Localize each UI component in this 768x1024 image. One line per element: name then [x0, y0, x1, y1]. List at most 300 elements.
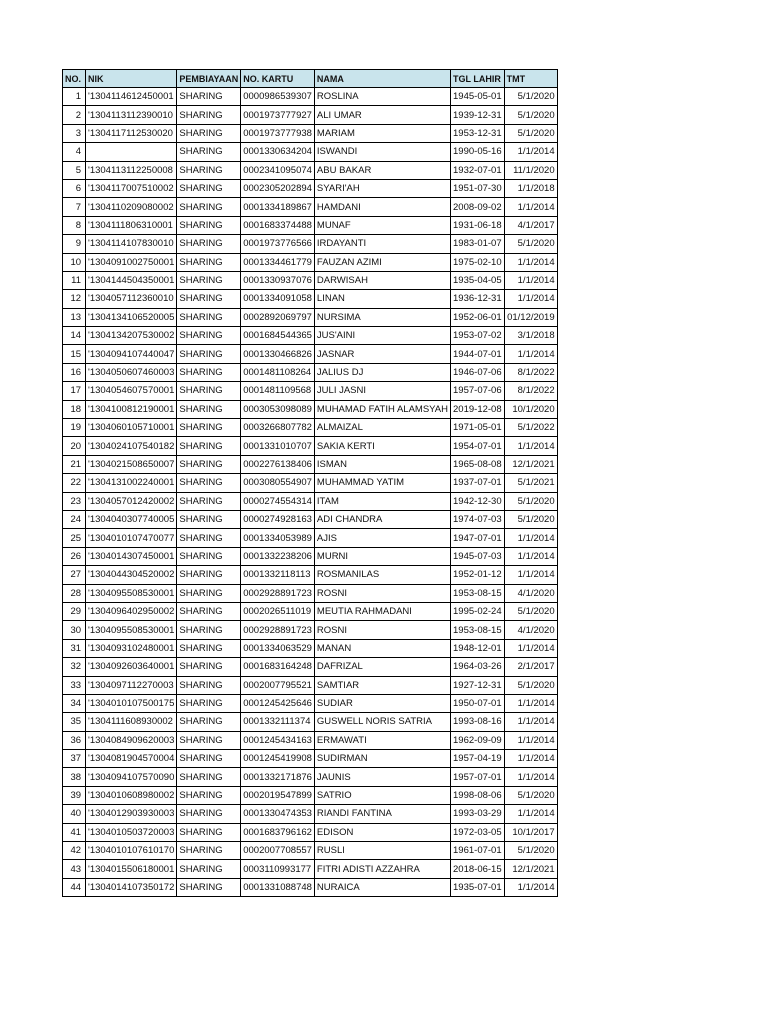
cell-tmt: 1/1/2014: [504, 253, 557, 271]
cell-nik: '1304015506180001: [86, 860, 177, 878]
cell-no-kartu: 0001683164248: [241, 658, 315, 676]
cell-nama: NURAICA: [314, 878, 450, 896]
cell-no: 15: [63, 345, 86, 363]
cell-no: 11: [63, 271, 86, 289]
cell-no-kartu: 0001330474353: [241, 805, 315, 823]
table-row: [63, 198, 558, 216]
cell-tgl-lahir: 1932-07-01: [451, 161, 505, 179]
table-row: [63, 124, 558, 142]
cell-nik: '1304114612450001: [86, 88, 177, 106]
cell-no: 33: [63, 676, 86, 694]
cell-no-kartu: 0002305202894: [241, 179, 315, 197]
header-nik: NIK: [86, 70, 177, 88]
cell-nama: JULI JASNI: [314, 382, 450, 400]
cell-pembiayaan: SHARING: [177, 713, 241, 731]
cell-no-kartu: 0002007708557: [241, 842, 315, 860]
cell-no: 24: [63, 510, 86, 528]
table-row: [63, 621, 558, 639]
cell-nik: '1304057112360010: [86, 290, 177, 308]
cell-nik: '1304117007510002: [86, 179, 177, 197]
cell-no: 28: [63, 584, 86, 602]
cell-tmt: 10/1/2017: [504, 823, 557, 841]
cell-tgl-lahir: 1935-04-05: [451, 271, 505, 289]
cell-no-kartu: 0003110993177: [241, 860, 315, 878]
cell-tmt: 5/1/2020: [504, 510, 557, 528]
cell-pembiayaan: SHARING: [177, 602, 241, 620]
table-row: [63, 143, 558, 161]
table-row: [63, 694, 558, 712]
cell-tmt: 4/1/2020: [504, 584, 557, 602]
cell-tgl-lahir: 1939-12-31: [451, 106, 505, 124]
cell-tgl-lahir: 1950-07-01: [451, 694, 505, 712]
table-row: [63, 474, 558, 492]
cell-nik: '1304110209080002: [86, 198, 177, 216]
cell-tmt: 5/1/2020: [504, 88, 557, 106]
cell-nik: '1304096402950002: [86, 602, 177, 620]
cell-no: 17: [63, 382, 86, 400]
cell-nik: '1304012903930003: [86, 805, 177, 823]
cell-tgl-lahir: 1957-07-06: [451, 382, 505, 400]
cell-tmt: 5/1/2020: [504, 124, 557, 142]
cell-no-kartu: 0001331010707: [241, 437, 315, 455]
table-row: [63, 878, 558, 896]
cell-tmt: 5/1/2020: [504, 602, 557, 620]
cell-pembiayaan: SHARING: [177, 842, 241, 860]
cell-nik: '1304010107610170: [86, 842, 177, 860]
cell-no-kartu: 0001973777927: [241, 106, 315, 124]
cell-tgl-lahir: 1983-01-07: [451, 235, 505, 253]
cell-no: 34: [63, 694, 86, 712]
cell-no-kartu: 0001245419908: [241, 750, 315, 768]
cell-nama: ROSNI: [314, 584, 450, 602]
cell-no: 13: [63, 308, 86, 326]
cell-no-kartu: 0001973777938: [241, 124, 315, 142]
header-row: [63, 70, 558, 88]
cell-no: 42: [63, 842, 86, 860]
cell-no-kartu: 0001334063529: [241, 639, 315, 657]
cell-tmt: 5/1/2020: [504, 842, 557, 860]
table-row: [63, 437, 558, 455]
table-row: [63, 713, 558, 731]
cell-pembiayaan: SHARING: [177, 271, 241, 289]
table-row: [63, 823, 558, 841]
cell-tgl-lahir: 1945-07-03: [451, 547, 505, 565]
cell-tgl-lahir: 1974-07-03: [451, 510, 505, 528]
cell-pembiayaan: SHARING: [177, 750, 241, 768]
cell-tgl-lahir: 1998-08-06: [451, 786, 505, 804]
cell-nik: '1304014107350172: [86, 878, 177, 896]
cell-no: 36: [63, 731, 86, 749]
cell-tmt: 1/1/2014: [504, 713, 557, 731]
cell-no-kartu: 0001330466826: [241, 345, 315, 363]
cell-nama: MUNAF: [314, 216, 450, 234]
cell-tmt: 12/1/2021: [504, 860, 557, 878]
cell-nama: LINAN: [314, 290, 450, 308]
cell-tgl-lahir: 2008-09-02: [451, 198, 505, 216]
cell-tmt: 4/1/2020: [504, 621, 557, 639]
cell-no-kartu: 0001334189867: [241, 198, 315, 216]
cell-tgl-lahir: 1953-08-15: [451, 584, 505, 602]
cell-nik: '1304044304520002: [86, 566, 177, 584]
cell-tmt: 1/1/2014: [504, 768, 557, 786]
cell-pembiayaan: SHARING: [177, 308, 241, 326]
cell-nama: ADI CHANDRA: [314, 510, 450, 528]
cell-no: 23: [63, 492, 86, 510]
cell-nik: [86, 143, 177, 161]
cell-tgl-lahir: 1962-09-09: [451, 731, 505, 749]
table-row: [63, 786, 558, 804]
cell-no: 21: [63, 455, 86, 473]
cell-tgl-lahir: 1961-07-01: [451, 842, 505, 860]
table-row: [63, 308, 558, 326]
cell-pembiayaan: SHARING: [177, 88, 241, 106]
cell-pembiayaan: SHARING: [177, 124, 241, 142]
cell-no: 10: [63, 253, 86, 271]
table-row: [63, 602, 558, 620]
cell-nik: '1304014307450001: [86, 547, 177, 565]
table-row: [63, 455, 558, 473]
cell-nama: ISMAN: [314, 455, 450, 473]
cell-nik: '1304054607570001: [86, 382, 177, 400]
table-row: [63, 529, 558, 547]
cell-nama: ALMAIZAL: [314, 419, 450, 437]
table-row: [63, 639, 558, 657]
cell-tgl-lahir: 1945-05-01: [451, 88, 505, 106]
cell-pembiayaan: SHARING: [177, 823, 241, 841]
cell-no-kartu: 0003266807782: [241, 419, 315, 437]
cell-pembiayaan: SHARING: [177, 529, 241, 547]
cell-no-kartu: 0001245425646: [241, 694, 315, 712]
cell-pembiayaan: SHARING: [177, 510, 241, 528]
cell-nik: '1304094107570090: [86, 768, 177, 786]
cell-no: 43: [63, 860, 86, 878]
table-row: [63, 419, 558, 437]
cell-no-kartu: 0002928891723: [241, 584, 315, 602]
cell-tmt: 1/1/2014: [504, 143, 557, 161]
cell-no: 9: [63, 235, 86, 253]
cell-pembiayaan: SHARING: [177, 547, 241, 565]
cell-no-kartu: 0001245434163: [241, 731, 315, 749]
table-row: [63, 658, 558, 676]
cell-no-kartu: 0001334053989: [241, 529, 315, 547]
table-row: [63, 88, 558, 106]
cell-tmt: 5/1/2020: [504, 676, 557, 694]
cell-nik: '1304010608980002: [86, 786, 177, 804]
cell-tgl-lahir: 1942-12-30: [451, 492, 505, 510]
cell-no: 32: [63, 658, 86, 676]
cell-nama: ISWANDI: [314, 143, 450, 161]
cell-tmt: 1/1/2018: [504, 179, 557, 197]
table-row: [63, 768, 558, 786]
cell-no-kartu: 0001332111374: [241, 713, 315, 731]
cell-pembiayaan: SHARING: [177, 676, 241, 694]
cell-pembiayaan: SHARING: [177, 216, 241, 234]
cell-tmt: 1/1/2014: [504, 271, 557, 289]
cell-tgl-lahir: 1931-06-18: [451, 216, 505, 234]
table-row: [63, 805, 558, 823]
table-row: [63, 179, 558, 197]
cell-no-kartu: 0001683374488: [241, 216, 315, 234]
header-no-kartu: NO. KARTU: [241, 70, 315, 88]
cell-pembiayaan: SHARING: [177, 731, 241, 749]
cell-tgl-lahir: 1971-05-01: [451, 419, 505, 437]
cell-nik: '1304113112390010: [86, 106, 177, 124]
cell-tmt: 5/1/2020: [504, 492, 557, 510]
cell-nama: DAFRIZAL: [314, 658, 450, 676]
cell-pembiayaan: SHARING: [177, 345, 241, 363]
cell-pembiayaan: SHARING: [177, 878, 241, 896]
cell-nama: DARWISAH: [314, 271, 450, 289]
cell-tgl-lahir: 1952-01-12: [451, 566, 505, 584]
cell-nama: NURSIMA: [314, 308, 450, 326]
cell-no: 1: [63, 88, 86, 106]
cell-tgl-lahir: 1953-12-31: [451, 124, 505, 142]
cell-nama: MUHAMMAD YATIM: [314, 474, 450, 492]
cell-tmt: 1/1/2014: [504, 437, 557, 455]
cell-no-kartu: 0001481108264: [241, 363, 315, 381]
cell-no-kartu: 0001331088748: [241, 878, 315, 896]
cell-nama: SUDIAR: [314, 694, 450, 712]
header-tmt: TMT: [504, 70, 557, 88]
cell-tmt: 5/1/2020: [504, 106, 557, 124]
cell-no: 40: [63, 805, 86, 823]
cell-nik: '1304144504350001: [86, 271, 177, 289]
table-row: [63, 547, 558, 565]
table-row: [63, 566, 558, 584]
cell-pembiayaan: SHARING: [177, 179, 241, 197]
cell-tmt: 1/1/2014: [504, 290, 557, 308]
cell-pembiayaan: SHARING: [177, 492, 241, 510]
table-row: [63, 750, 558, 768]
cell-pembiayaan: SHARING: [177, 768, 241, 786]
cell-tgl-lahir: 1946-07-06: [451, 363, 505, 381]
cell-pembiayaan: SHARING: [177, 566, 241, 584]
cell-nik: '1304057012420002: [86, 492, 177, 510]
cell-no-kartu: 0001481109568: [241, 382, 315, 400]
cell-pembiayaan: SHARING: [177, 363, 241, 381]
cell-no: 19: [63, 419, 86, 437]
cell-tgl-lahir: 1951-07-30: [451, 179, 505, 197]
cell-no: 39: [63, 786, 86, 804]
cell-no: 7: [63, 198, 86, 216]
cell-tgl-lahir: 1964-03-26: [451, 658, 505, 676]
cell-tmt: 5/1/2020: [504, 235, 557, 253]
cell-nik: '1304010107470077: [86, 529, 177, 547]
cell-nama: MARIAM: [314, 124, 450, 142]
cell-nik: '1304134207530002: [86, 327, 177, 345]
cell-pembiayaan: SHARING: [177, 639, 241, 657]
cell-no-kartu: 0001684544365: [241, 327, 315, 345]
table-row: [63, 860, 558, 878]
header-tgl-lahir: TGL LAHIR: [451, 70, 505, 88]
cell-tmt: 8/1/2022: [504, 382, 557, 400]
cell-nik: '1304094107440047: [86, 345, 177, 363]
cell-nik: '1304092603640001: [86, 658, 177, 676]
cell-nama: GUSWELL NORIS SATRIA: [314, 713, 450, 731]
table-row: [63, 676, 558, 694]
cell-tgl-lahir: 2018-06-15: [451, 860, 505, 878]
cell-no-kartu: 0003053098089: [241, 400, 315, 418]
cell-tgl-lahir: 1995-02-24: [451, 602, 505, 620]
cell-tgl-lahir: 1937-07-01: [451, 474, 505, 492]
cell-no: 12: [63, 290, 86, 308]
cell-no-kartu: 0001334091058: [241, 290, 315, 308]
cell-nik: '1304097112270003: [86, 676, 177, 694]
cell-no: 22: [63, 474, 86, 492]
cell-tmt: 01/12/2019: [504, 308, 557, 326]
cell-nama: ABU BAKAR: [314, 161, 450, 179]
cell-no: 31: [63, 639, 86, 657]
cell-pembiayaan: SHARING: [177, 400, 241, 418]
cell-nama: ROSLINA: [314, 88, 450, 106]
cell-tgl-lahir: 1952-06-01: [451, 308, 505, 326]
cell-tmt: 1/1/2014: [504, 878, 557, 896]
cell-nik: '1304131002240001: [86, 474, 177, 492]
cell-no-kartu: 0002928891723: [241, 621, 315, 639]
cell-nama: ROSMANILAS: [314, 566, 450, 584]
cell-tgl-lahir: 1993-03-29: [451, 805, 505, 823]
cell-pembiayaan: SHARING: [177, 161, 241, 179]
cell-no-kartu: 0002276138406: [241, 455, 315, 473]
cell-tmt: 1/1/2014: [504, 750, 557, 768]
cell-nama: ROSNI: [314, 621, 450, 639]
cell-nama: MANAN: [314, 639, 450, 657]
cell-tgl-lahir: 1972-03-05: [451, 823, 505, 841]
cell-no: 6: [63, 179, 86, 197]
cell-no-kartu: 0002007795521: [241, 676, 315, 694]
cell-no: 30: [63, 621, 86, 639]
table-row: [63, 363, 558, 381]
cell-nik: '1304114107830010: [86, 235, 177, 253]
table-row: [63, 584, 558, 602]
cell-nik: '1304113112250008: [86, 161, 177, 179]
cell-tgl-lahir: 1948-12-01: [451, 639, 505, 657]
cell-tmt: 3/1/2018: [504, 327, 557, 345]
cell-no-kartu: 0001334461779: [241, 253, 315, 271]
cell-tmt: 5/1/2022: [504, 419, 557, 437]
cell-nama: JASNAR: [314, 345, 450, 363]
cell-nik: '1304111806310001: [86, 216, 177, 234]
cell-no: 3: [63, 124, 86, 142]
cell-nik: '1304084909620003: [86, 731, 177, 749]
table-row: [63, 253, 558, 271]
cell-no-kartu: 0001330634204: [241, 143, 315, 161]
table-row: [63, 161, 558, 179]
cell-tmt: 2/1/2017: [504, 658, 557, 676]
cell-nama: JALIUS DJ: [314, 363, 450, 381]
table-row: [63, 400, 558, 418]
cell-pembiayaan: SHARING: [177, 474, 241, 492]
cell-nama: EDISON: [314, 823, 450, 841]
cell-pembiayaan: SHARING: [177, 198, 241, 216]
cell-nama: SAKIA KERTI: [314, 437, 450, 455]
cell-pembiayaan: SHARING: [177, 419, 241, 437]
cell-tgl-lahir: 1935-07-01: [451, 878, 505, 896]
cell-no: 41: [63, 823, 86, 841]
cell-nik: '1304093102480001: [86, 639, 177, 657]
data-table: [62, 69, 558, 897]
cell-nik: '1304010107500175: [86, 694, 177, 712]
cell-no-kartu: 0002019547899: [241, 786, 315, 804]
table-row: [63, 327, 558, 345]
cell-no-kartu: 0001332238206: [241, 547, 315, 565]
cell-nama: ALI UMAR: [314, 106, 450, 124]
table-row: [63, 842, 558, 860]
cell-tmt: 4/1/2017: [504, 216, 557, 234]
cell-no: 25: [63, 529, 86, 547]
cell-nama: SUDIRMAN: [314, 750, 450, 768]
cell-no-kartu: 0003080554907: [241, 474, 315, 492]
cell-pembiayaan: SHARING: [177, 382, 241, 400]
cell-tmt: 5/1/2020: [504, 786, 557, 804]
cell-pembiayaan: SHARING: [177, 437, 241, 455]
cell-nik: '1304060105710001: [86, 419, 177, 437]
cell-tgl-lahir: 2019-12-08: [451, 400, 505, 418]
cell-pembiayaan: SHARING: [177, 694, 241, 712]
table-row: [63, 731, 558, 749]
cell-pembiayaan: SHARING: [177, 658, 241, 676]
cell-nama: FITRI ADISTI AZZAHRA: [314, 860, 450, 878]
cell-no: 38: [63, 768, 86, 786]
cell-nik: '1304100812190001: [86, 400, 177, 418]
cell-nik: '1304095508530001: [86, 621, 177, 639]
cell-tmt: 1/1/2014: [504, 731, 557, 749]
table-body: [63, 88, 558, 897]
cell-nik: '1304040307740005: [86, 510, 177, 528]
cell-no-kartu: 0001683796162: [241, 823, 315, 841]
header-nama: NAMA: [314, 70, 450, 88]
cell-nama: IRDAYANTI: [314, 235, 450, 253]
cell-tgl-lahir: 1975-02-10: [451, 253, 505, 271]
cell-tmt: 8/1/2022: [504, 363, 557, 381]
cell-nama: SYARI'AH: [314, 179, 450, 197]
cell-pembiayaan: SHARING: [177, 455, 241, 473]
cell-pembiayaan: SHARING: [177, 786, 241, 804]
cell-tmt: 1/1/2014: [504, 529, 557, 547]
cell-no-kartu: 0001973776566: [241, 235, 315, 253]
cell-nama: RUSLI: [314, 842, 450, 860]
cell-no: 18: [63, 400, 86, 418]
table-row: [63, 235, 558, 253]
cell-nik: '1304117112530020: [86, 124, 177, 142]
table-row: [63, 106, 558, 124]
cell-tmt: 1/1/2014: [504, 547, 557, 565]
cell-tmt: 5/1/2021: [504, 474, 557, 492]
cell-no: 4: [63, 143, 86, 161]
cell-nik: '1304024107540182: [86, 437, 177, 455]
cell-no: 26: [63, 547, 86, 565]
cell-pembiayaan: SHARING: [177, 327, 241, 345]
cell-no: 20: [63, 437, 86, 455]
cell-nama: JAUNIS: [314, 768, 450, 786]
cell-no: 14: [63, 327, 86, 345]
cell-nama: MEUTIA RAHMADANI: [314, 602, 450, 620]
cell-nama: ERMAWATI: [314, 731, 450, 749]
header-no: NO.: [63, 70, 86, 88]
cell-nama: MUHAMAD FATIH ALAMSYAH: [314, 400, 450, 418]
cell-nama: SATRIO: [314, 786, 450, 804]
cell-no: 27: [63, 566, 86, 584]
cell-pembiayaan: SHARING: [177, 143, 241, 161]
table-row: [63, 290, 558, 308]
cell-pembiayaan: SHARING: [177, 805, 241, 823]
cell-tgl-lahir: 1990-05-16: [451, 143, 505, 161]
cell-tmt: 1/1/2014: [504, 566, 557, 584]
cell-tmt: 1/1/2014: [504, 694, 557, 712]
cell-no: 44: [63, 878, 86, 896]
cell-pembiayaan: SHARING: [177, 235, 241, 253]
cell-nik: '1304010503720003: [86, 823, 177, 841]
